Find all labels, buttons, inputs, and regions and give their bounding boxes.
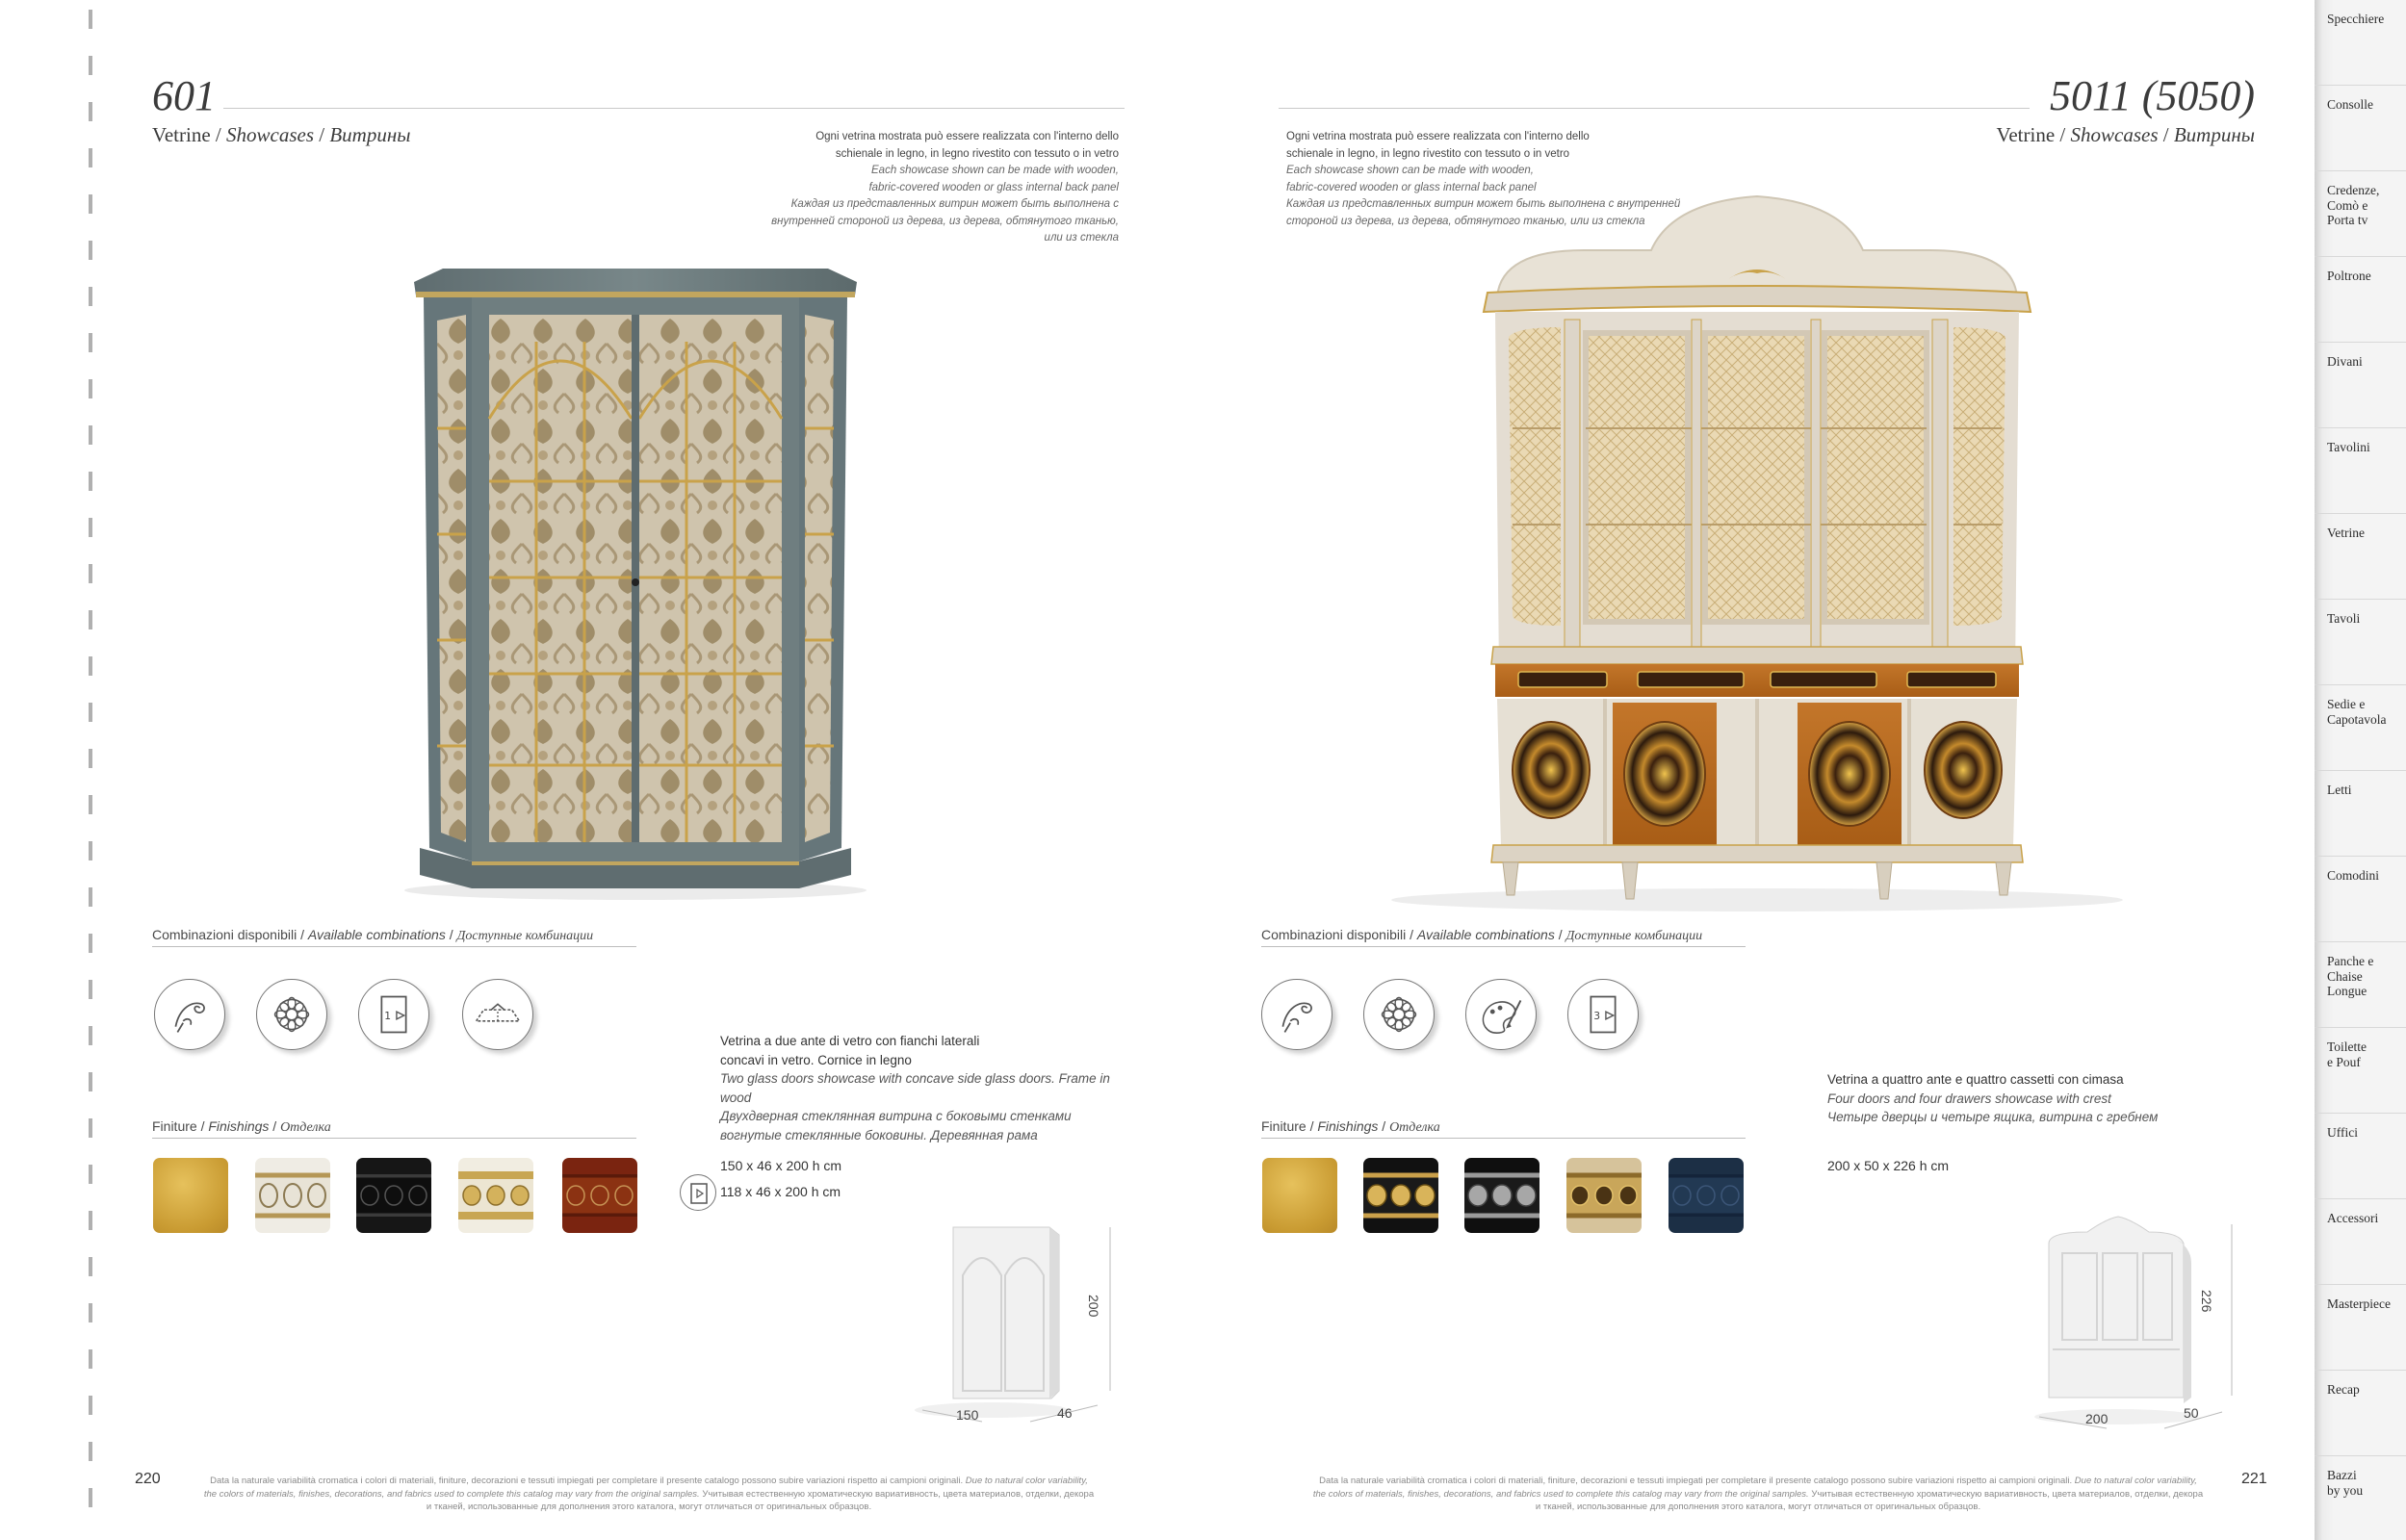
tab-toilette[interactable]: Toilette e Pouf	[2315, 1028, 2406, 1114]
finish-swatch-black-gold-trim	[1363, 1158, 1438, 1233]
finishes-rule	[152, 1138, 636, 1139]
product-description: Vetrina a due ante di vetro con fianchi laterali concavi in vetro. Cornice in legno Two glass doors showcase with concave side glass doors. Frame in wood Двухдверная стеклянная витрина с боковыми стенками вогнутые стеклянные боковины. Деревянная рама	[720, 1034, 1110, 1142]
color-disclaimer-right: Data la naturale variabilità cromatica i colori di materiali, finiture, decorazioni e tessuti impiegati per completare il presente catalogo possono subire variazioni rispetto ai campioni originali. Due to natural color variability, the colors of materials, finishes, decorations, and fabrics used to complete this catalog may vary from the original samples. Учитывая естественную хроматическую вариативность, цвета материалов, отделки, декора и тканей, использованные для дополнения этого каталога, могут отличаться от оригинальных образцов.	[1312, 1476, 2204, 1512]
combinations-rule	[152, 946, 636, 947]
tab-comodini[interactable]: Comodini	[2315, 857, 2406, 942]
tab-divani[interactable]: Divani	[2315, 343, 2406, 428]
category-title-right: Vetrine / Showcases / Витрины	[1996, 123, 2255, 146]
finish-swatch-navy-blue	[1669, 1158, 1744, 1233]
tab-uffici[interactable]: Uffici	[2315, 1114, 2406, 1199]
finish-swatch-gold-ivory-trim	[458, 1158, 533, 1233]
depth-label: 46	[1057, 1405, 1073, 1421]
back-panel-note-right: Ogni vetrina mostrata può essere realizzata con l'interno dello schienale in legno, in legno rivestito con tessuto o in vetro Each showcase shown can be made with wooden, fabric-covered wooden or glass internal back panel Каждая из представленных витрин может быть выполнена с внутренней стороной из дерева, из дерева, обтянутого тканью, или из стекла	[1286, 131, 1681, 227]
finish-swatch-ivory-gold-trim	[255, 1158, 330, 1233]
color-disclaimer-left: Data la naturale variabilità cromatica i colori di materiali, finiture, decorazioni e tessuti impiegati per completare il presente catalogo possono subire variazioni rispetto ai campioni originali. Due to natural color variability, the colors of materials, finishes, decorations, and fabrics used to complete this catalog may vary from the original samples. Учитывая естественную хроматическую вариативность, цвета материалов, отделки, декора и тканей, использованные для дополнения этого каталога, могут отличаться от оригинальных образцов.	[203, 1476, 1095, 1512]
showcase-601-image	[395, 265, 876, 900]
tab-letti[interactable]: Letti	[2315, 771, 2406, 857]
tab-recap[interactable]: Recap	[2315, 1371, 2406, 1456]
category-en: Showcases	[226, 123, 314, 146]
svg-text:1: 1	[384, 1009, 392, 1022]
carving-icon	[1261, 979, 1332, 1050]
crest-icon	[462, 979, 533, 1050]
svg-text:3: 3	[1593, 1009, 1601, 1022]
tab-masterpiece[interactable]: Masterpiece	[2315, 1285, 2406, 1371]
height-label: 200	[1086, 1295, 1101, 1318]
page-number-left: 220	[135, 1471, 161, 1487]
door-3-icon	[1567, 979, 1639, 1050]
door-1-icon	[358, 979, 429, 1050]
width-label-right: 200	[2085, 1411, 2108, 1426]
title-rule	[223, 108, 1125, 109]
page-title-model: 601	[152, 72, 216, 119]
binding-dashes	[89, 10, 92, 1530]
rosette-icon	[256, 979, 327, 1050]
product-description-right: Vetrina a quattro ante e quattro cassetti con cimasa Four doors and four drawers showcase with crest Четыре дверцы и четыре ящика, витрина с гребнем	[1827, 1072, 2159, 1124]
finishes-rule-right	[1261, 1138, 1746, 1139]
combinations-label-right: Combinazioni disponibili / Available combinations / Доступные комбинации	[1261, 927, 1703, 943]
width-label: 150	[956, 1407, 979, 1423]
finishes-label: Finiture / Finishings / Отделка	[152, 1118, 331, 1135]
tab-vetrine[interactable]: Vetrine	[2315, 514, 2406, 600]
carving-icon	[154, 979, 225, 1050]
dimensions-list-right: 200 x 50 x 226 h cm	[1827, 1158, 1950, 1173]
section-index-tabs	[2315, 0, 2406, 1540]
finishes-label-right: Finiture / Finishings / Отделка	[1261, 1118, 1440, 1135]
tab-sedie[interactable]: Sedie e Capotavola	[2315, 685, 2406, 771]
finish-swatch-black-lacquer	[356, 1158, 431, 1233]
depth-label-right: 50	[2184, 1405, 2199, 1421]
title-rule-right	[1279, 108, 2030, 109]
category-title: Vetrine / Showcases / Витрины	[152, 123, 411, 146]
rosette-icon	[1363, 979, 1435, 1050]
tab-tavoli[interactable]: Tavoli	[2315, 600, 2406, 685]
finish-swatch-gold-leaf	[153, 1158, 228, 1233]
dimension-drawing-601	[915, 1218, 1122, 1434]
brush-paint-icon	[1465, 979, 1537, 1050]
tab-consolle[interactable]: Consolle	[2315, 86, 2406, 171]
combinations-label: Combinazioni disponibili / Available combinations / Доступные комбинации	[152, 927, 594, 943]
finish-swatch-gold-leaf	[1262, 1158, 1337, 1233]
page-number-right: 221	[2241, 1471, 2267, 1487]
category-ru: Витрины	[329, 123, 411, 146]
tab-poltrone[interactable]: Poltrone	[2315, 257, 2406, 343]
finish-swatch-walnut-red	[562, 1158, 637, 1233]
finish-swatch-gold-antique-trim	[1566, 1158, 1642, 1233]
category-it: Vetrine	[152, 123, 211, 146]
tab-panche[interactable]: Panche e Chaise Longue	[2315, 942, 2406, 1028]
tab-specchiere[interactable]: Specchiere	[2315, 0, 2406, 86]
combinations-rule-right	[1261, 946, 1746, 947]
showcase-5011-image	[1333, 192, 2181, 916]
page-title-model-right: 5011 (5050)	[2049, 72, 2255, 119]
tab-accessori[interactable]: Accessori	[2315, 1199, 2406, 1285]
finish-swatch-black-silver-trim	[1464, 1158, 1539, 1233]
door-variant-icon	[680, 1174, 716, 1211]
dimension-drawing-5011	[2030, 1215, 2246, 1438]
tab-bazzi-by-you[interactable]: Bazzi by you	[2327, 1468, 2364, 1498]
back-panel-note: Ogni vetrina mostrata può essere realizzata con l'interno dello schienale in legno, in legno rivestito con tessuto o in vetro Each showcase shown can be made with wooden, fabric-covered wooden or glass internal back panel Каждая из представленных витрин может быть выполнена с внутренней стороной из дерева, из дерева, обтянутого тканью, или из стекла	[771, 131, 1119, 244]
tab-tavolini[interactable]: Tavolini	[2315, 428, 2406, 514]
tab-credenze[interactable]: Credenze, Comò e Porta tv	[2315, 171, 2406, 257]
height-label-right: 226	[2199, 1290, 2214, 1313]
dimensions-list: 150 x 46 x 200 h cm 118 x 46 x 200 h cm	[720, 1158, 842, 1199]
